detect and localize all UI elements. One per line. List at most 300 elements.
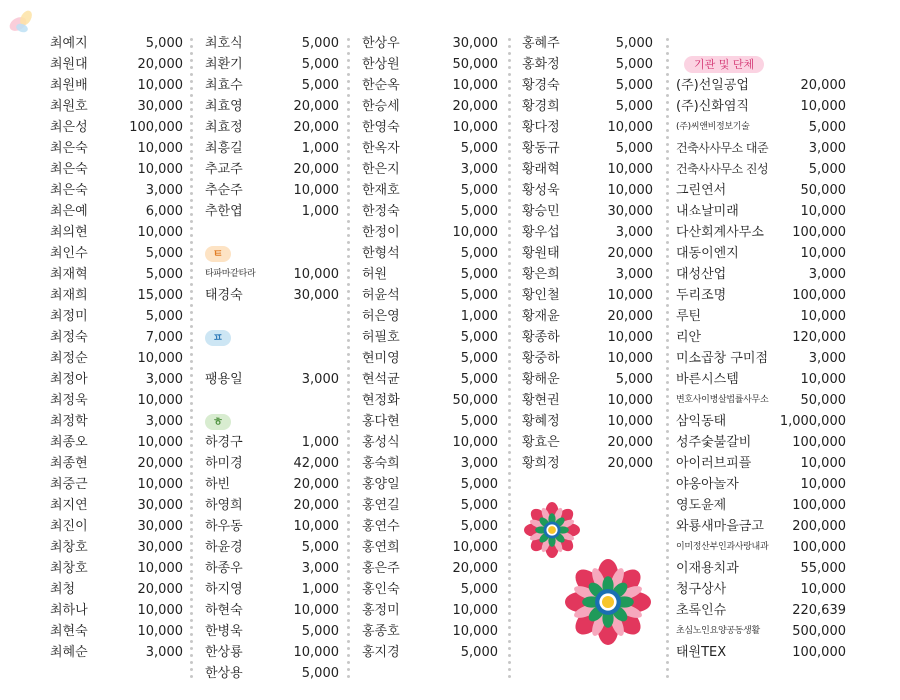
- donor-row: [205, 579, 339, 600]
- donor-name: 하빈: [205, 477, 231, 492]
- donation-amount: 1,000: [301, 582, 339, 597]
- donor-row: [676, 453, 846, 474]
- separator-dot: [666, 136, 669, 139]
- donor-name: 최예지: [50, 36, 88, 51]
- separator-dot: [508, 346, 511, 349]
- separator-dot: [666, 38, 669, 41]
- separator-dot: [347, 472, 350, 475]
- donor-row: [522, 369, 653, 390]
- donation-amount: 120,000: [792, 330, 846, 345]
- separator-dot: [190, 668, 193, 671]
- donor-row: [205, 453, 339, 474]
- separator-dot: [347, 402, 350, 405]
- donation-amount: 30,000: [607, 204, 653, 219]
- separator-dot: [666, 227, 669, 230]
- donor-name: 최흥길: [205, 141, 243, 156]
- separator-dot: [508, 395, 511, 398]
- donation-amount: 30,000: [137, 519, 183, 534]
- separator-dot: [666, 472, 669, 475]
- separator-dot: [347, 563, 350, 566]
- donor-name: 홍성식: [362, 435, 400, 450]
- separator-dot: [190, 45, 193, 48]
- donor-row: [362, 369, 498, 390]
- donation-amount: 10,000: [137, 162, 183, 177]
- donor-name: 대동이엔지: [676, 246, 739, 261]
- donor-name: 건축사사무소 대준: [676, 141, 769, 155]
- initial-header: [205, 411, 339, 432]
- separator-dot: [190, 661, 193, 664]
- separator-dot: [190, 255, 193, 258]
- separator-dot: [666, 486, 669, 489]
- separator-dot: [347, 143, 350, 146]
- donor-row: [50, 516, 183, 537]
- separator-dot: [347, 108, 350, 111]
- separator-dot: [347, 675, 350, 678]
- donor-name: 두리조명: [676, 288, 727, 303]
- separator-dot: [190, 479, 193, 482]
- separator-dot: [666, 185, 669, 188]
- separator-dot: [347, 318, 350, 321]
- separator-dot: [347, 409, 350, 412]
- donation-amount: 5,000: [615, 78, 653, 93]
- separator-dot: [190, 493, 193, 496]
- donor-row: [676, 327, 846, 348]
- separator-dot: [190, 458, 193, 461]
- separator-dot: [666, 332, 669, 335]
- separator-dot: [508, 402, 511, 405]
- donor-name: 홍화정: [522, 57, 560, 72]
- separator-dot: [508, 108, 511, 111]
- donation-amount: 20,000: [800, 78, 846, 93]
- separator-dot: [347, 430, 350, 433]
- separator-dot: [508, 332, 511, 335]
- donation-amount: 20,000: [293, 120, 339, 135]
- separator-dot: [190, 514, 193, 517]
- separator-dot: [508, 549, 511, 552]
- separator-dot: [347, 367, 350, 370]
- donor-row: [676, 369, 846, 390]
- donor-row: [522, 327, 653, 348]
- donation-amount: 20,000: [293, 498, 339, 513]
- donation-amount: 10,000: [800, 582, 846, 597]
- donation-amount: 3,000: [145, 183, 183, 198]
- donor-name: (주)선일공업: [676, 78, 749, 93]
- separator-dot: [190, 52, 193, 55]
- donor-row: [522, 243, 653, 264]
- separator-dot: [347, 556, 350, 559]
- donation-amount: 10,000: [137, 477, 183, 492]
- donation-amount: 1,000: [301, 435, 339, 450]
- separator-dot: [666, 395, 669, 398]
- separator-dot: [508, 276, 511, 279]
- separator-dot: [666, 500, 669, 503]
- separator-dot: [666, 563, 669, 566]
- donor-row: [50, 621, 183, 642]
- donor-row: [676, 348, 846, 369]
- donor-row: [676, 474, 846, 495]
- donor-name: 최하나: [50, 603, 88, 618]
- separator-dot: [347, 269, 350, 272]
- separator-dot: [508, 654, 511, 657]
- donation-amount: 15,000: [137, 288, 183, 303]
- donor-row: [362, 495, 498, 516]
- donor-name: 황현권: [522, 393, 560, 408]
- donation-amount: 7,000: [145, 330, 183, 345]
- donor-name: 한재호: [362, 183, 400, 198]
- separator-dot: [666, 241, 669, 244]
- separator-dot: [666, 52, 669, 55]
- donation-amount: 10,000: [137, 78, 183, 93]
- separator-dot: [190, 122, 193, 125]
- separator-dot: [666, 206, 669, 209]
- separator-dot: [666, 220, 669, 223]
- donor-row: [676, 600, 846, 621]
- separator-dot: [347, 199, 350, 202]
- separator-dot: [508, 605, 511, 608]
- donation-amount: 3,000: [460, 456, 498, 471]
- donor-name: 허윤석: [362, 288, 400, 303]
- separator-dot: [666, 283, 669, 286]
- donor-row: [50, 54, 183, 75]
- donor-row: [362, 390, 498, 411]
- separator-dot: [347, 185, 350, 188]
- separator-dot: [666, 367, 669, 370]
- donor-row: [362, 537, 498, 558]
- donor-row: [522, 54, 653, 75]
- donation-amount: 3,000: [460, 162, 498, 177]
- separator-dot: [508, 416, 511, 419]
- separator-dot: [508, 626, 511, 629]
- donation-amount: 10,000: [607, 351, 653, 366]
- donor-name: 최호식: [205, 36, 243, 51]
- separator-dot: [190, 143, 193, 146]
- donor-name: 영도윤제: [676, 498, 727, 513]
- separator-dot: [508, 675, 511, 678]
- donor-name: 황희정: [522, 456, 560, 471]
- donor-name: 초심노인요양공동생활: [676, 626, 760, 636]
- donor-row: [676, 33, 846, 54]
- donor-name: 홍지경: [362, 645, 400, 660]
- donor-name: 최정욱: [50, 393, 88, 408]
- separator-dot: [347, 311, 350, 314]
- separator-dot: [190, 535, 193, 538]
- donation-amount: 5,000: [301, 540, 339, 555]
- separator-dot: [190, 227, 193, 230]
- separator-dot: [508, 619, 511, 622]
- donor-row: [362, 243, 498, 264]
- donor-name: 최정미: [50, 309, 88, 324]
- donor-row: [205, 54, 339, 75]
- donor-name: 황해운: [522, 372, 560, 387]
- separator-dot: [508, 514, 511, 517]
- donor-name: 리안: [676, 330, 702, 345]
- separator-dot: [666, 514, 669, 517]
- donor-row: [362, 600, 498, 621]
- donation-amount: 20,000: [607, 435, 653, 450]
- donation-amount: 5,000: [615, 99, 653, 114]
- separator-dot: [666, 108, 669, 111]
- donor-row: [205, 600, 339, 621]
- separator-dot: [508, 241, 511, 244]
- donor-name: 최재혁: [50, 267, 88, 282]
- donor-name: 하현숙: [205, 603, 243, 618]
- donor-row: [205, 159, 339, 180]
- separator-dot: [508, 381, 511, 384]
- donor-name: 황종하: [522, 330, 560, 345]
- separator-dot: [666, 626, 669, 629]
- donor-column-2: [205, 33, 339, 684]
- separator-dot: [508, 73, 511, 76]
- donor-row: [205, 390, 339, 411]
- separator-dot: [190, 619, 193, 622]
- donor-row: [676, 222, 846, 243]
- separator-dot: [190, 472, 193, 475]
- separator-dot: [347, 416, 350, 419]
- donation-amount: 10,000: [137, 561, 183, 576]
- donor-name: 황원태: [522, 246, 560, 261]
- separator-dot: [508, 430, 511, 433]
- donation-amount: 10,000: [800, 204, 846, 219]
- separator-dot: [508, 178, 511, 181]
- separator-dot: [508, 122, 511, 125]
- separator-dot: [347, 87, 350, 90]
- donor-name: 최은예: [50, 204, 88, 219]
- separator-dot: [666, 416, 669, 419]
- separator-dot: [347, 486, 350, 489]
- separator-dot: [190, 563, 193, 566]
- separator-dot: [347, 458, 350, 461]
- donor-row: [50, 285, 183, 306]
- separator-dot: [347, 248, 350, 251]
- separator-dot: [666, 122, 669, 125]
- donation-amount: 20,000: [607, 456, 653, 471]
- donation-amount: 5,000: [808, 162, 846, 177]
- donor-name: 황경숙: [522, 78, 560, 93]
- donation-amount: 20,000: [607, 246, 653, 261]
- donation-amount: 100,000: [129, 120, 183, 135]
- donation-amount: 10,000: [293, 183, 339, 198]
- donor-name: 현정화: [362, 393, 400, 408]
- donor-name: 최은숙: [50, 183, 88, 198]
- donor-row: [205, 348, 339, 369]
- donation-amount: 30,000: [293, 288, 339, 303]
- section-header: [676, 54, 846, 75]
- separator-dot: [666, 437, 669, 440]
- donor-row: [362, 54, 498, 75]
- donor-row: [362, 33, 498, 54]
- donor-row: [50, 600, 183, 621]
- donor-name: 그린연서: [676, 183, 727, 198]
- separator-dot: [508, 598, 511, 601]
- donation-amount: 10,000: [293, 603, 339, 618]
- donor-name: 한상용: [205, 666, 243, 681]
- separator-dot: [508, 591, 511, 594]
- separator-dot: [508, 157, 511, 160]
- separator-dot: [190, 192, 193, 195]
- separator-dot: [666, 633, 669, 636]
- donor-row: [676, 264, 846, 285]
- separator-dot: [508, 577, 511, 580]
- separator-dot: [666, 598, 669, 601]
- donation-amount: 55,000: [800, 561, 846, 576]
- separator-dot: [666, 458, 669, 461]
- donor-name: 황다정: [522, 120, 560, 135]
- donation-amount: 5,000: [460, 372, 498, 387]
- separator-dot: [666, 577, 669, 580]
- donor-name: 최종오: [50, 435, 88, 450]
- separator-dot: [666, 409, 669, 412]
- donor-row: [362, 579, 498, 600]
- donor-name: 최혜순: [50, 645, 88, 660]
- donor-name: 대성산업: [676, 267, 727, 282]
- separator-dot: [347, 570, 350, 573]
- donation-amount: 10,000: [137, 225, 183, 240]
- donor-row: [676, 516, 846, 537]
- donor-name: 최재희: [50, 288, 88, 303]
- separator-dot: [508, 213, 511, 216]
- separator-dot: [347, 115, 350, 118]
- separator-dot: [508, 311, 511, 314]
- donor-row: [50, 453, 183, 474]
- donor-row: [205, 516, 339, 537]
- separator-dot: [190, 115, 193, 118]
- separator-dot: [666, 374, 669, 377]
- separator-dot: [666, 150, 669, 153]
- donor-name: 이재용치과: [676, 561, 739, 576]
- separator-dot: [347, 381, 350, 384]
- donor-row: [676, 306, 846, 327]
- separator-dot: [190, 248, 193, 251]
- donor-name: 한승세: [362, 99, 400, 114]
- donor-name: 홍은주: [362, 561, 400, 576]
- separator-dot: [347, 521, 350, 524]
- separator-dot: [190, 234, 193, 237]
- separator-dot: [508, 220, 511, 223]
- separator-dot: [666, 45, 669, 48]
- initial-badge: ㅎ: [205, 414, 231, 430]
- separator-dot: [347, 241, 350, 244]
- donor-name: 하경구: [205, 435, 243, 450]
- separator-dot: [190, 304, 193, 307]
- donor-name: (주)신화염직: [676, 99, 749, 114]
- donor-row: [522, 432, 653, 453]
- donor-name: 홍인숙: [362, 582, 400, 597]
- separator-dot: [666, 192, 669, 195]
- donor-name: 황은희: [522, 267, 560, 282]
- separator-dot: [190, 577, 193, 580]
- separator-dot: [666, 381, 669, 384]
- donor-row: [676, 243, 846, 264]
- donor-row: [362, 348, 498, 369]
- donor-row: [205, 285, 339, 306]
- donation-amount: 3,000: [301, 561, 339, 576]
- donation-amount: 5,000: [301, 36, 339, 51]
- separator-dot: [508, 94, 511, 97]
- separator-dot: [347, 276, 350, 279]
- separator-dot: [347, 234, 350, 237]
- donor-row: [362, 516, 498, 537]
- donor-row: [362, 96, 498, 117]
- donor-row: [50, 558, 183, 579]
- donor-row: [362, 138, 498, 159]
- donor-name: 최효영: [205, 99, 243, 114]
- donor-row: [205, 264, 339, 285]
- separator-dot: [666, 213, 669, 216]
- donor-row: [362, 222, 498, 243]
- donor-row: [362, 159, 498, 180]
- separator-dot: [190, 395, 193, 398]
- donor-name: 황경희: [522, 99, 560, 114]
- donation-amount: 5,000: [615, 372, 653, 387]
- separator-dot: [508, 150, 511, 153]
- separator-dot: [347, 388, 350, 391]
- donor-name: 바른시스템: [676, 372, 739, 387]
- separator-dot: [347, 255, 350, 258]
- donor-row: [522, 75, 653, 96]
- separator-dot: [508, 136, 511, 139]
- donor-name: 하영희: [205, 498, 243, 513]
- separator-dot: [347, 339, 350, 342]
- separator-dot: [190, 59, 193, 62]
- donation-amount: 100,000: [792, 645, 846, 660]
- donation-amount: 5,000: [615, 141, 653, 156]
- donor-name: 황래혁: [522, 162, 560, 177]
- separator-dot: [190, 108, 193, 111]
- donor-name: 야옹아놀자: [676, 477, 739, 492]
- donor-row: [205, 621, 339, 642]
- separator-dot: [190, 325, 193, 328]
- column-separator: [347, 38, 351, 682]
- donor-row: [362, 180, 498, 201]
- donation-amount: 10,000: [452, 603, 498, 618]
- separator-dot: [666, 654, 669, 657]
- donation-amount: 10,000: [607, 183, 653, 198]
- donor-name: 황성욱: [522, 183, 560, 198]
- separator-dot: [347, 360, 350, 363]
- donor-name: 내쇼날미래: [676, 204, 739, 219]
- separator-dot: [347, 500, 350, 503]
- donor-name: 한옥자: [362, 141, 400, 156]
- separator-dot: [190, 129, 193, 132]
- separator-dot: [347, 101, 350, 104]
- separator-dot: [190, 675, 193, 678]
- donor-row: [205, 537, 339, 558]
- donor-row: [676, 642, 846, 663]
- donor-name: 홍종호: [362, 624, 400, 639]
- separator-dot: [347, 52, 350, 55]
- donor-row: [205, 138, 339, 159]
- separator-dot: [347, 136, 350, 139]
- donor-row: [522, 306, 653, 327]
- donor-name: 아이러브피플: [676, 456, 752, 471]
- donation-amount: 1,000: [301, 141, 339, 156]
- donation-amount: 3,000: [301, 372, 339, 387]
- donor-name: 홍혜주: [522, 36, 560, 51]
- separator-dot: [508, 171, 511, 174]
- donor-name: 홍정미: [362, 603, 400, 618]
- separator-dot: [666, 542, 669, 545]
- donor-row: [50, 579, 183, 600]
- separator-dot: [508, 500, 511, 503]
- separator-dot: [508, 283, 511, 286]
- separator-dot: [190, 269, 193, 272]
- donor-row: [676, 117, 846, 138]
- mandala-flower-small-icon: [522, 500, 582, 560]
- separator-dot: [666, 612, 669, 615]
- separator-dot: [508, 80, 511, 83]
- donation-amount: 100,000: [792, 435, 846, 450]
- separator-dot: [666, 430, 669, 433]
